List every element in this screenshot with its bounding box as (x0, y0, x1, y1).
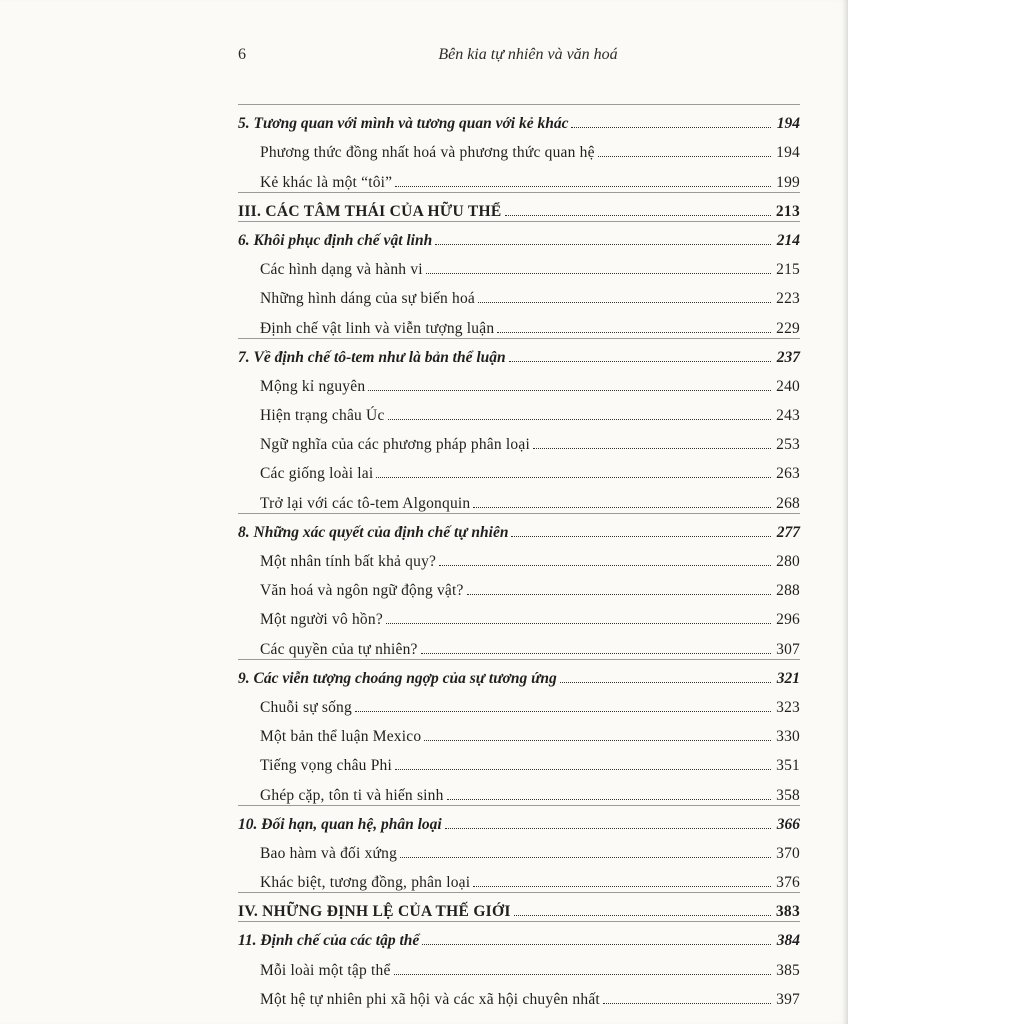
toc-entry-title: Kẻ khác là một “tôi” (260, 174, 395, 192)
dot-leader (386, 622, 771, 624)
toc-entry-title: 9. Các viễn tượng choáng ngợp của sự tương ứng (238, 670, 560, 688)
toc-entry-chapter (238, 659, 800, 688)
toc-entry-page: 385 (776, 961, 800, 979)
dot-leader (497, 331, 771, 333)
toc-entry-title: 5. Tương quan với mình và tương quan với kẻ khác (238, 115, 571, 133)
toc-entry-page: 237 (776, 348, 800, 366)
toc-entry-page: 280 (776, 553, 800, 570)
toc-entry-sub (238, 396, 800, 425)
toc-entry-title: IV. NHỮNG ĐỊNH LỆ CỦA THẾ GIỚI (238, 903, 514, 921)
dot-leader (467, 593, 771, 595)
dot-leader (560, 681, 771, 683)
toc-entry-chapter (238, 338, 800, 367)
toc-entry-page: 307 (776, 640, 800, 658)
dot-leader (376, 476, 771, 478)
toc-entry-page: 253 (776, 436, 800, 454)
toc-entry-page: 351 (776, 757, 800, 775)
toc-entry-title: 11. Định chế của các tập thể (238, 932, 422, 950)
dot-leader (473, 885, 771, 887)
dot-leader (395, 768, 771, 770)
background-margin (848, 0, 1024, 1024)
dot-leader (598, 155, 771, 157)
toc-entry-title: Mỗi loài một tập thể (260, 962, 394, 980)
toc-entry-title: Bao hàm và đối xứng (260, 845, 400, 863)
toc-entry-sub (238, 454, 800, 483)
dot-leader (603, 1002, 771, 1004)
toc-entry-page: 213 (775, 202, 800, 220)
dot-leader (445, 827, 771, 829)
toc-entry-title: Một người vô hồn? (260, 611, 386, 629)
toc-entry-sub (238, 308, 800, 337)
toc-entry-sub (238, 571, 800, 600)
toc-entry-sub (238, 834, 800, 863)
toc-entry-title: Văn hoá và ngôn ngữ động vật? (260, 582, 467, 600)
toc-entry-title: Ngữ nghĩa của các phương pháp phân loại (260, 436, 533, 454)
dot-leader (388, 418, 771, 420)
dot-leader (394, 973, 771, 975)
toc-entry-title: Một bản thể luận Mexico (260, 728, 424, 746)
running-title: Bên kia tự nhiên và văn hoá (438, 46, 618, 63)
toc-entry-sub (238, 133, 800, 162)
toc-entry-sub (238, 863, 800, 892)
toc-entry-page: 277 (776, 523, 800, 541)
toc-entry-title: Chuỗi sự sống (260, 699, 355, 717)
toc-entry-title: 8. Những xác quyết của định chế tự nhiên (238, 524, 511, 542)
dot-leader (395, 185, 771, 187)
toc-entry-title: Khác biệt, tương đồng, phân loại (260, 874, 473, 892)
toc-entry-page: 370 (776, 844, 800, 862)
toc-entry-page: 358 (776, 786, 800, 804)
toc-entry-sub (238, 950, 800, 979)
toc-entry-sub (238, 775, 800, 804)
dot-leader (426, 272, 771, 274)
page-header (238, 46, 818, 70)
toc-entry-page: 383 (775, 903, 800, 921)
toc-entry-page: 223 (776, 290, 800, 308)
toc-entry-page: 194 (776, 144, 800, 162)
toc-entry-title: Một hệ tự nhiên phi xã hội và các xã hội chuyên nhất (260, 991, 603, 1009)
toc-entry-title: Những hình dáng của sự biến hoá (260, 290, 478, 308)
dot-leader (439, 564, 771, 566)
toc-entry-page: 214 (776, 231, 800, 249)
toc-entry-chapter (238, 104, 800, 133)
toc-entry-title: III. CÁC TÂM THÁI CỦA HỮU THỂ (238, 203, 505, 221)
page-number: 6 (238, 46, 246, 63)
toc-entry-title: Một nhân tính bất khả quy? (260, 553, 439, 571)
toc-entry-page: 366 (776, 815, 800, 833)
dot-leader (473, 506, 771, 508)
toc-entry-sub (238, 980, 800, 1009)
toc-entry-title: 7. Về định chế tô-tem như là bản thể luận (238, 349, 509, 367)
toc-entry-page: 215 (776, 261, 800, 279)
toc-entry-title: Trở lại với các tô-tem Algonquin (260, 495, 473, 513)
toc-entry-title: Các quyền của tự nhiên? (260, 641, 421, 659)
toc-entry-sub (238, 688, 800, 717)
toc-entry-part (238, 192, 800, 221)
toc-entry-page: 268 (776, 494, 800, 512)
toc-entry-title: Các hình dạng và hành vi (260, 261, 426, 279)
dot-leader (478, 301, 771, 303)
dot-leader (422, 943, 771, 945)
dot-leader (533, 447, 771, 449)
toc-entry-sub (238, 250, 800, 279)
toc-entry-page: 323 (776, 698, 800, 716)
toc-entry-page: 397 (776, 990, 800, 1008)
dot-leader (447, 798, 771, 800)
toc-entry-sub (238, 483, 800, 512)
toc-entry-page: 321 (776, 669, 800, 687)
dot-leader (509, 360, 771, 362)
toc-entry-sub (238, 542, 800, 571)
toc-entry-page: 194 (776, 115, 800, 133)
toc-entry-sub (238, 629, 800, 658)
dot-leader (505, 214, 772, 216)
toc-entry-page: 243 (776, 407, 800, 425)
toc-entry-title: 6. Khôi phục định chế vật linh (238, 232, 435, 250)
toc-entry-sub (238, 279, 800, 308)
toc-entry-page: 376 (776, 874, 800, 892)
dot-leader (514, 914, 771, 916)
toc-entry-chapter (238, 805, 800, 834)
dot-leader (424, 739, 771, 741)
toc-entry-sub (238, 162, 800, 191)
toc-entry-title: Hiện trạng châu Úc (260, 407, 388, 425)
toc-entry-page: 199 (776, 173, 800, 191)
dot-leader (511, 535, 771, 537)
dot-leader (368, 389, 771, 391)
table-of-contents (238, 104, 800, 1009)
dot-leader (355, 710, 771, 712)
toc-entry-page: 330 (776, 728, 800, 746)
toc-entry-page: 296 (776, 611, 800, 629)
toc-entry-page: 240 (776, 377, 800, 395)
toc-entry-chapter (238, 513, 800, 542)
dot-leader (400, 856, 771, 858)
toc-entry-title: Định chế vật linh và viễn tượng luận (260, 320, 497, 338)
dot-leader (571, 126, 771, 128)
toc-entry-sub (238, 600, 800, 629)
toc-entry-sub (238, 367, 800, 396)
toc-entry-chapter (238, 221, 800, 250)
dot-leader (435, 243, 771, 245)
toc-entry-page: 229 (776, 319, 800, 337)
dot-leader (421, 652, 771, 654)
toc-entry-title: Các giống loài lai (260, 465, 376, 483)
toc-entry-sub (238, 717, 800, 746)
toc-entry-title: 10. Đối hạn, quan hệ, phân loại (238, 816, 445, 834)
toc-entry-page: 288 (776, 582, 800, 600)
toc-entry-title: Tiếng vọng châu Phi (260, 757, 395, 775)
toc-entry-title: Phương thức đồng nhất hoá và phương thức quan hệ (260, 144, 598, 162)
toc-entry-sub (238, 425, 800, 454)
toc-entry-sub (238, 746, 800, 775)
toc-entry-title: Mộng kỉ nguyên (260, 378, 368, 396)
toc-entry-page: 384 (776, 932, 800, 950)
toc-entry-chapter (238, 921, 800, 950)
toc-entry-page: 263 (776, 465, 800, 483)
toc-entry-title: Ghép cặp, tôn ti và hiến sinh (260, 787, 447, 805)
toc-entry-part (238, 892, 800, 921)
